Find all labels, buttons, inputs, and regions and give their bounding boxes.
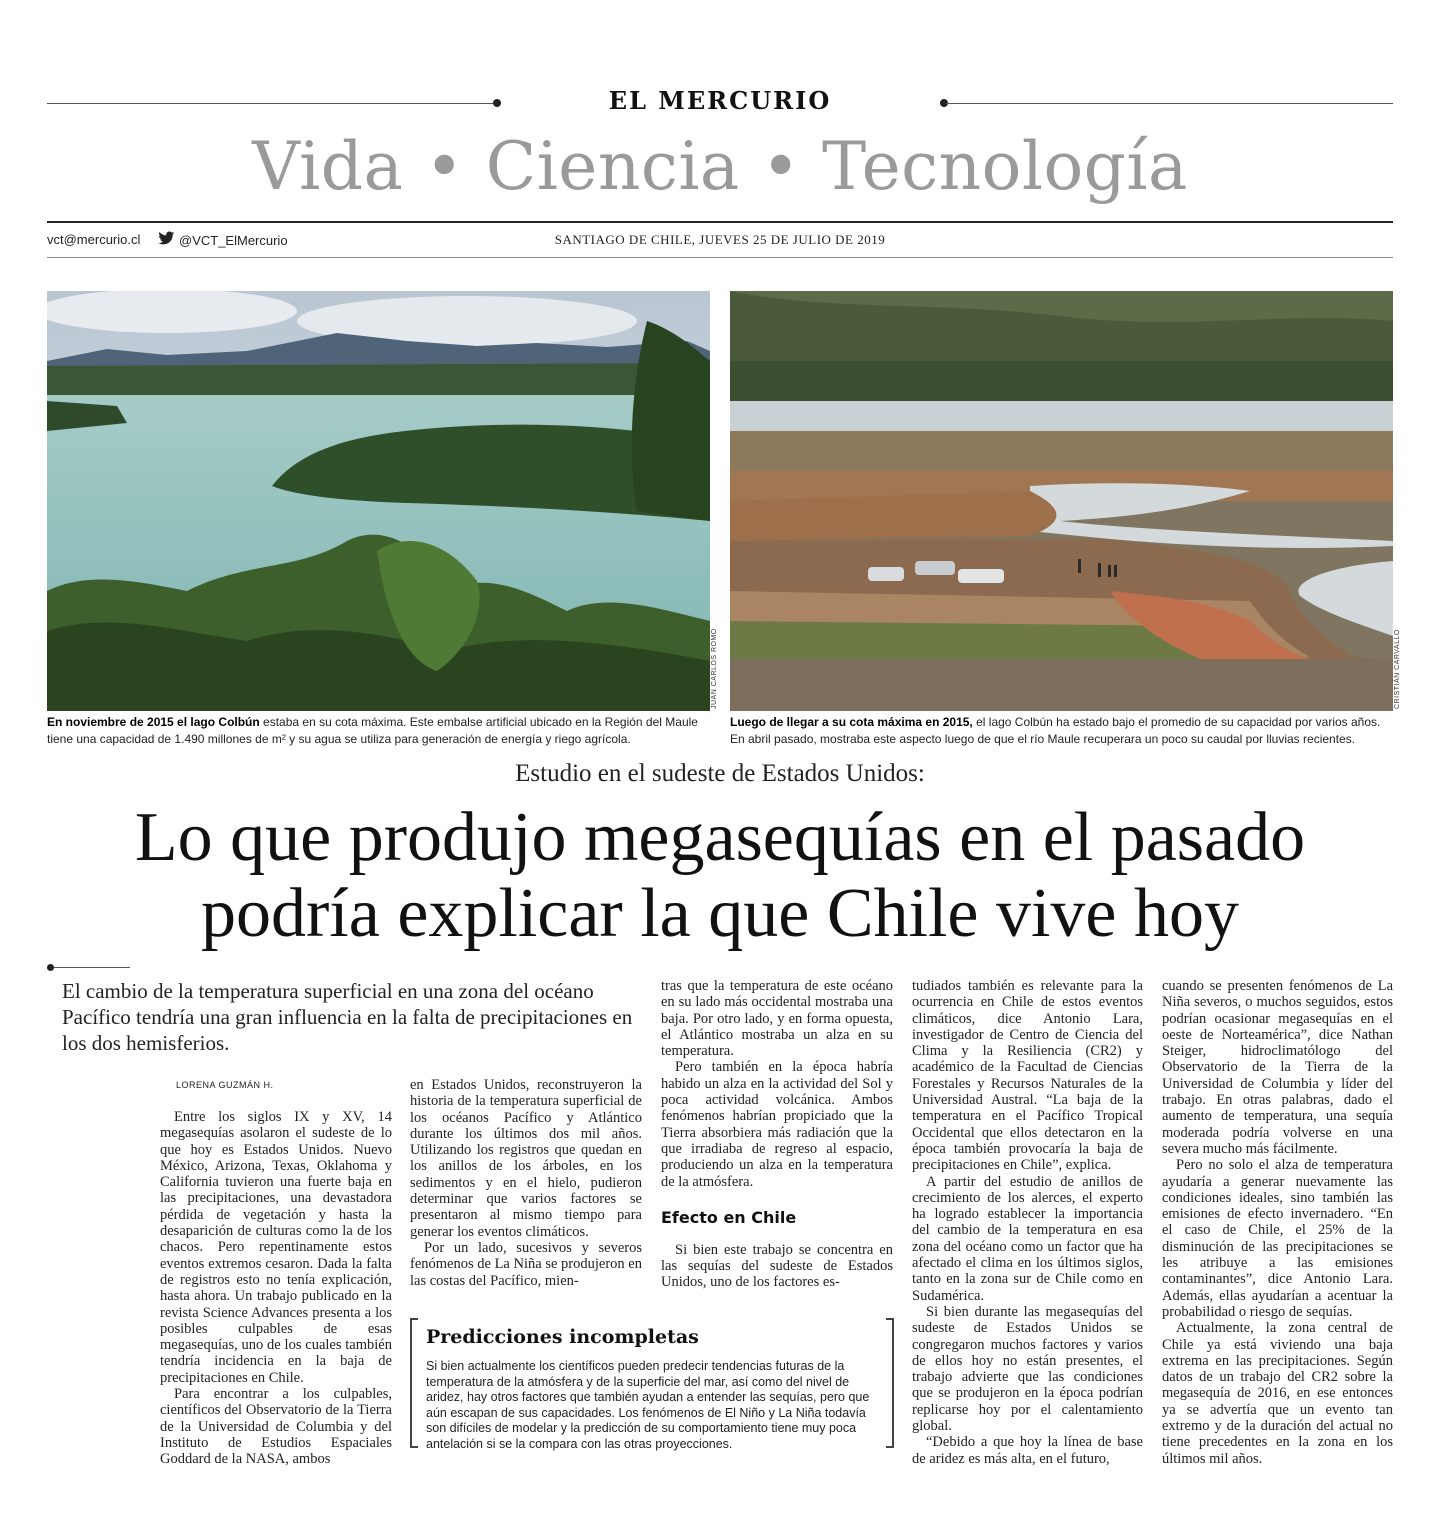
section-title: Vida • Ciencia • Tecnología	[252, 128, 1188, 205]
col5-paragraph-1: cuando se presenten fenómenos de La Niña severos, o muchos seguidos, estos podrían ocasionar megasequías en el oeste de Norteamérica”, dice Nathan Steiger, hidroclimatólogo del Observatorio de la Tierra de la Universidad de Columbia y líder del trabajo. En otras palabras, dado el aumento de temperatura, una sequía moderada podría volverse en una severa mucho más fácilmente.	[1162, 978, 1393, 1157]
dateline: SANTIAGO DE CHILE, JUEVES 25 DE JULIO DE 2019	[554, 232, 886, 247]
article-column-1	[160, 1109, 392, 1468]
lead-rule	[54, 967, 130, 968]
sidebar-bracket-left	[410, 1318, 418, 1448]
article-column-2	[410, 1077, 642, 1289]
caption-2-lead: Luego de llegar a su cota máxima en 2015,	[730, 715, 973, 729]
caption-1-lead: En noviembre de 2015 el lago Colbún	[47, 715, 260, 729]
col1-paragraph-1: Entre los siglos IX y XV, 14 megasequías asolaron el sudeste de lo que hoy es Estados Unidos. Nuevo México, Arizona, Texas, Oklahoma y California tuvieron una fuerte baja en las precipitaciones, una devastadora pérdida de vegetación y hasta la desaparición de culturas como la de los chacos. Pero repentinamente estos eventos extremos cesaron. Dada la falta de registros esto no tenía explicación, hasta ahora. Un trabajo publicado en la revista Science Advances presenta a los posibles culpables de esas megasequías, uno de los cuales también tendría incidencia en la baja de precipitaciones en Chile.	[160, 1109, 392, 1386]
col2-paragraph-2: Por un lado, sucesivos y severos fenómenos de La Niña se produjeron en las costas del Pacífico, mien-	[410, 1239, 642, 1289]
headline-line-2: podría explicar la que Chile vive hoy	[200, 875, 1239, 952]
col3-subhead: Efecto en Chile	[661, 1207, 797, 1227]
col3-paragraph-3: Si bien este trabajo se concentra en las sequías del sudeste de Estados Unidos, uno de los factores es-	[661, 1241, 893, 1291]
article-column-5	[1162, 978, 1393, 1467]
photo-lake-drought	[730, 291, 1393, 711]
caption-2-text: el lago Colbún ha estado bajo el promedio de su capacidad por varios años. En abril pasado, mostraba este aspecto luego de que el río Maule recuperara un poco su caudal por lluvias recientes.	[730, 715, 1381, 746]
article-column-4	[912, 978, 1143, 1467]
col4-paragraph-4: “Debido a que hoy la línea de base de aridez es más alta, en el futuro,	[912, 1434, 1143, 1467]
col5-paragraph-3: Actualmente, la zona central de Chile ya está viviendo una baja extrema en las precipitaciones. Según datos de un trabajo del CR2 sobre la megasequía de 2016, en ese entonces ya se advertía que un evento tan extremo y de la duración del actual no tiene precedentes en la zona en los últimos mil años.	[1162, 1320, 1393, 1467]
headline-line-1: Lo que produjo megasequías en el pasado	[134, 799, 1306, 876]
twitter-handle-text: @VCT_ElMercurio	[179, 232, 288, 248]
newspaper-name: EL MERCURIO	[608, 86, 832, 115]
article-lead: El cambio de la temperatura superficial en una zona del océano Pacífico tendría una gran influencia en la falta de precipitaciones en los dos hemisferios.	[62, 979, 633, 1055]
col2-paragraph-1: en Estados Unidos, reconstruyeron la historia de la temperatura superficial de los océanos Pacífico y Atlántico durante los últimos dos mil años. Utilizando los registros que quedan en los anillos de los árboles, en los sedimentos y en el hielo, pudieron determinar que varios factores se presentaron al mismo tiempo para generar los eventos climáticos.	[410, 1077, 642, 1240]
dateline-rule	[47, 257, 1393, 258]
col4-paragraph-3: Si bien durante las megasequías del sudeste de Estados Unidos se congregaron muchos factores y varios de ellos hoy no están presentes, el trabajo advierte que las condiciones que se produjeron en la época podrían replicarse hoy por el calentamiento global.	[912, 1303, 1143, 1435]
sidebar-bracket-right	[886, 1318, 894, 1448]
col5-paragraph-2: Pero no solo el alza de temperatura ayudaría a generar nuevamente las condiciones ideales, sino también las emisiones de efecto invernadero. “En el caso de Chile, el 25% de la disminución de las precipitaciones se les atribuye a las emisiones contaminantes”, dice Antonio Lara. Además, ellas ayudarían a acentuar la probabilidad o riesgo de sequías.	[1162, 1157, 1393, 1320]
article-headline	[0, 800, 1440, 952]
sidebar-box	[410, 1318, 894, 1451]
photo-lake-full	[47, 291, 710, 711]
lead-dot	[47, 964, 54, 971]
article-column-3	[661, 978, 893, 1291]
photo-caption-1	[47, 714, 710, 748]
masthead-rule-left	[47, 103, 497, 104]
sidebar-text: Si bien actualmente los científicos pueden predecir tendencias futuras de la temperatura de la atmósfera y de la superficie del mar, así como del nivel de aridez, hay otros factores que también ayudan a entender las sequías, pero que aún escapan de sus capacidades. Los fenómenos de El Niño y La Niña todavía son difíciles de modelar y la predicción de su comportamiento tiene muy poca antelación si se la compara con las otras proyecciones.	[426, 1359, 870, 1451]
sidebar-title: Predicciones incompletas	[426, 1326, 699, 1348]
masthead-rule-right	[946, 103, 1393, 104]
col4-paragraph-2: A partir del estudio de anillos de crecimiento de los alerces, el experto ha logrado establecer la importancia del cambio de la temperatura en esa zona del océano como un factor que ha afectado el clima en los últimos siglos, tanto en la zona sur de Chile como en Sudamérica.	[912, 1173, 1143, 1304]
photo-caption-2	[730, 714, 1393, 748]
header-rule	[47, 221, 1393, 223]
photo-credit-1: JUAN CARLOS ROMO	[711, 628, 718, 709]
article-kicker: Estudio en el sudeste de Estados Unidos:	[515, 760, 925, 787]
section-email[interactable]: vct@mercurio.cl	[47, 232, 141, 247]
byline: LORENA GUZMÁN H.	[176, 1080, 274, 1090]
caption-1-text: estaba en su cota máxima. Este embalse artificial ubicado en la Región del Maule tiene una capacidad de 1.490 millones de m² y su agua se utiliza para generación de energía y riego agrícola.	[47, 715, 698, 746]
col3-paragraph-2: Pero también en la época habría habido un alza en la actividad del Sol y poca actividad volcánica. Ambos fenómenos habrían propiciado que la Tierra absorbiera más radiación que la que irradiaba de regreso al espacio, produciendo un alza en la temperatura de la atmósfera.	[661, 1059, 893, 1190]
col3-paragraph-1: tras que la temperatura de este océano en su lado más occidental mostraba una baja. Por otro lado, y en forma opuesta, el Atlántico mostraba un alza en su temperatura.	[661, 978, 893, 1060]
col1-paragraph-2: Para encontrar a los culpables, científicos del Observatorio de la Tierra de la Universidad de Columbia y del Instituto de Estudios Espaciales Goddard de la NASA, ambos	[160, 1386, 392, 1468]
col4-paragraph-1: tudiados también es relevante para la ocurrencia en Chile de estos eventos climáticos, dice Antonio Lara, investigador de Centro de Ciencia del Clima y la Resiliencia (CR2) y académico de la Facultad de Ciencias Forestales y Recursos Naturales de la Universidad Austral. “La baja de la temperatura en el Pacífico Tropical Occidental que ellos detectaron en la época también provocaría la baja de precipitaciones en Chile”, explica.	[912, 978, 1143, 1174]
photo-credit-2: CRISTIÁN CARVALLO	[1394, 629, 1401, 709]
